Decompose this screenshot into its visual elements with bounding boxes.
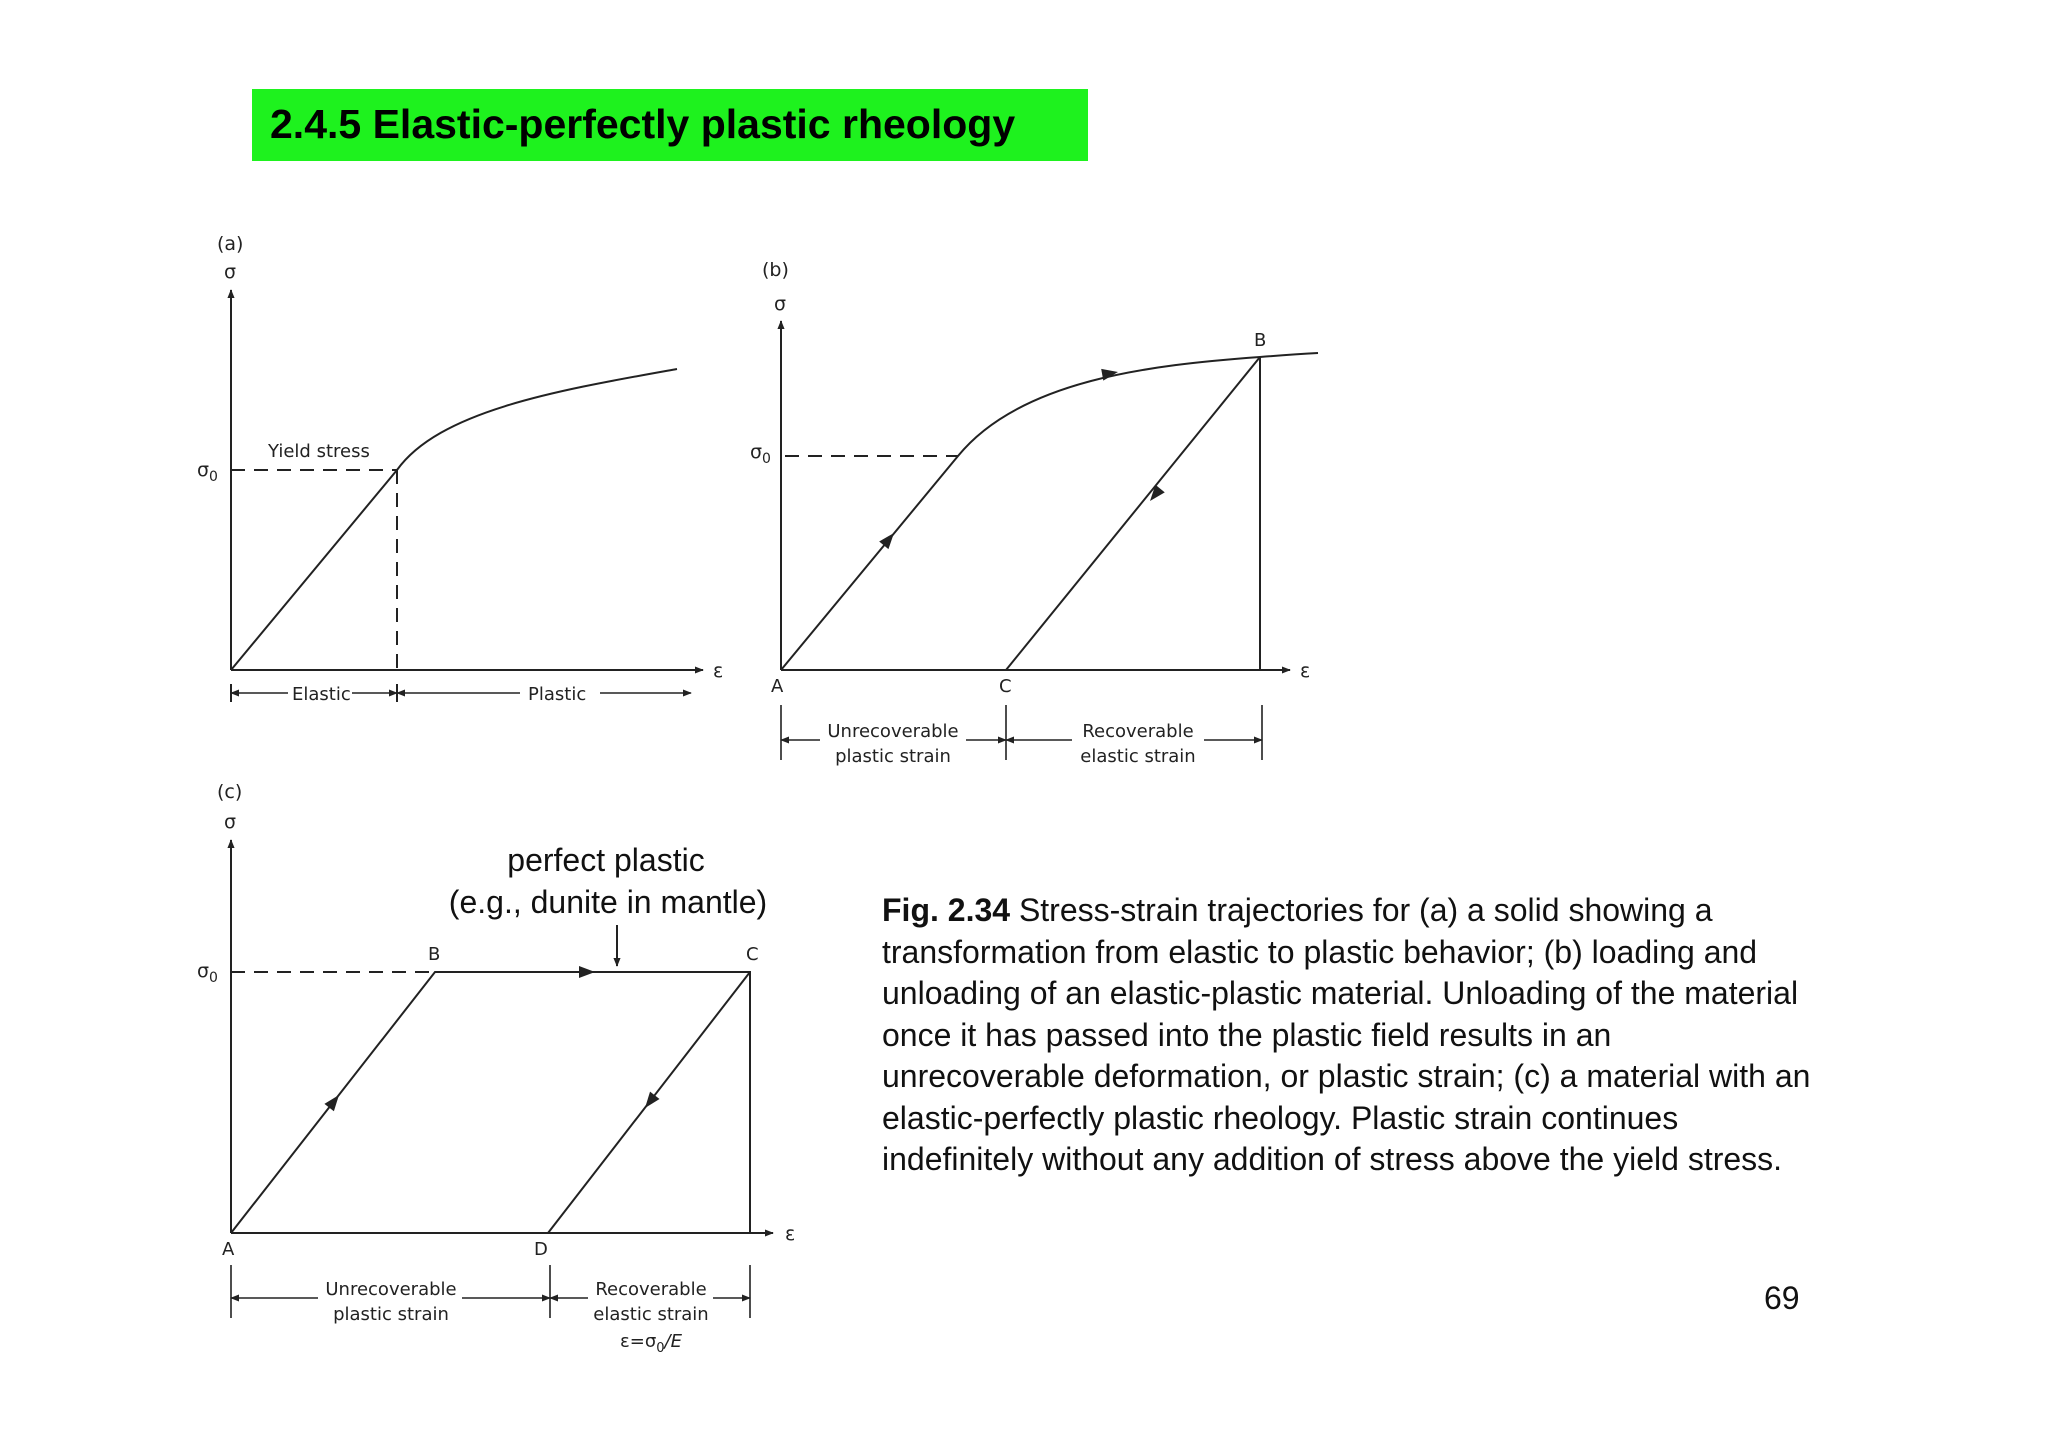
- panel-c-y-axis-label: σ: [224, 811, 237, 833]
- panel-b: [750, 259, 1318, 767]
- panel-a-y-axis-label: σ: [224, 261, 237, 283]
- panel-b-recoverable-l2: elastic strain: [1080, 746, 1196, 767]
- panel-c-plastic-flow-arrow: [579, 966, 595, 978]
- panel-b-loading-curve: [781, 353, 1318, 670]
- panel-c-point-d: D: [534, 1239, 548, 1260]
- panel-c-sigma0-label: $\sigma_0$: [197, 960, 218, 986]
- panel-c-unrecoverable-l1: Unrecoverable: [325, 1279, 457, 1300]
- panel-a-plastic-label: Plastic: [528, 684, 587, 705]
- panel-b-curve-arrow: [1101, 366, 1119, 381]
- panel-b-recoverable-l1: Recoverable: [1082, 721, 1194, 742]
- panel-a-tag: (a): [217, 233, 244, 255]
- panel-b-unrecoverable-l1: Unrecoverable: [827, 721, 959, 742]
- panel-c-recoverable-l2: elastic strain: [593, 1304, 709, 1325]
- panel-a-elastic-label: Elastic: [292, 684, 351, 705]
- figure-caption: [882, 890, 1812, 1181]
- panel-b-unrecoverable-l2: plastic strain: [835, 746, 951, 767]
- panel-b-point-b: B: [1254, 330, 1267, 351]
- panel-b-x-axis-label: ε: [1300, 660, 1311, 682]
- panel-c-tag: (c): [217, 781, 243, 803]
- panel-b-point-a: A: [771, 676, 784, 697]
- panel-a: [197, 233, 723, 705]
- panel-c-annotation-l2: (e.g., dunite in mantle): [448, 884, 768, 920]
- panel-c-annotation-l1: perfect plastic: [507, 842, 705, 878]
- panel-b-point-c: C: [999, 676, 1012, 697]
- panel-c-loading-path: [231, 972, 750, 1233]
- caption-text: Stress-strain trajectories for (a) a solid showing a transformation from elastic to plastic behavior; (b) loading and unloading of an elastic-plastic material. Unloading of the material once it has passed into the plastic field results in an unrecoverable deformation, or plastic strain; (c) a material with an elastic-perfectly plastic rheology. Plastic strain continues indefinitely without any addition of stress above the yield stress.: [882, 892, 1811, 1177]
- slide-title: 2.4.5 Elastic-perfectly plastic rheology: [270, 101, 1016, 147]
- panel-c-point-a: A: [222, 1239, 235, 1260]
- panel-c-formula: $\varepsilon=\sigma_0/E$: [620, 1331, 682, 1356]
- panel-b-tag: (b): [762, 259, 789, 281]
- panel-b-y-axis-label: σ: [774, 293, 787, 315]
- panel-c-x-axis-label: ε: [785, 1223, 796, 1245]
- panel-a-stress-strain-curve: [231, 369, 677, 670]
- panel-a-x-axis-label: ε: [713, 660, 724, 682]
- caption-fig-label: Fig. 2.34: [882, 892, 1011, 928]
- panel-b-unloading-line: [1006, 357, 1260, 670]
- page-number: 69: [1764, 1280, 1800, 1316]
- panel-c-recoverable-l1: Recoverable: [595, 1279, 707, 1300]
- panel-a-sigma0-label: $\sigma_0$: [197, 459, 218, 485]
- panel-c-unrecoverable-l2: plastic strain: [333, 1304, 449, 1325]
- panel-b-sigma0-label: $\sigma_0$: [750, 441, 771, 467]
- panel-c-point-c: C: [746, 944, 759, 965]
- panel-a-yield-stress-label: Yield stress: [268, 441, 370, 462]
- panel-c-point-b: B: [428, 944, 441, 965]
- panel-c: [197, 781, 795, 1356]
